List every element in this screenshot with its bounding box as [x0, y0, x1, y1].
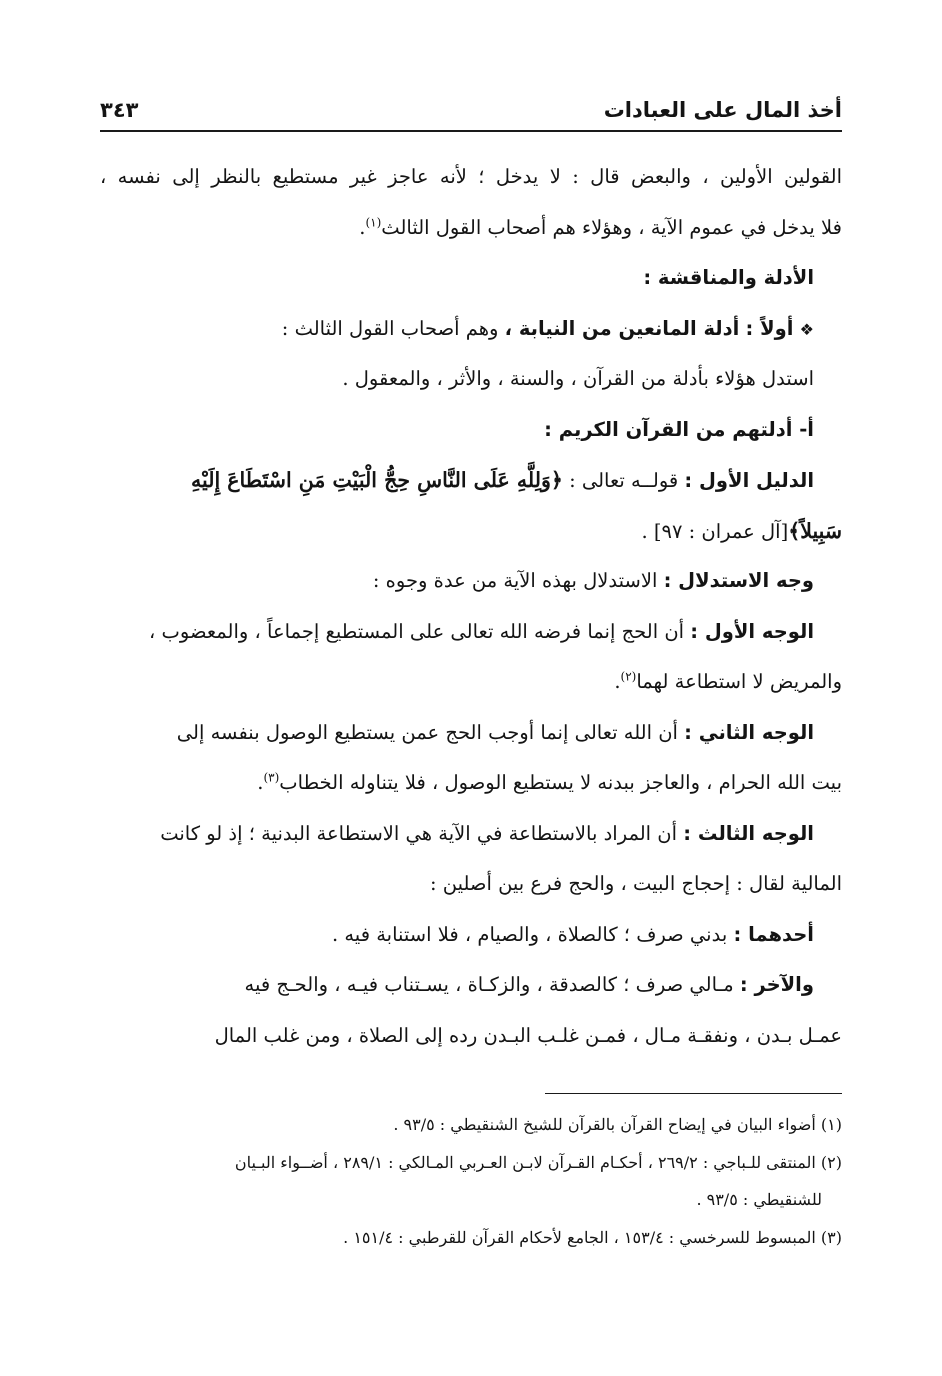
paragraph-line: أحدهما : بدني صرف ؛ كالصلاة ، والصيام ، فلا استنابة فيه .	[331, 922, 814, 946]
evidence-line	[100, 506, 842, 557]
paragraph-line: عمـل بـدن ، ونفقـة مـال ، فمـن غلـب البـدن رده إلى الصلاة ، ومن غلب المال	[214, 1023, 842, 1047]
footnote: (٣) المبسوط للسرخسي : ١٥٣/٤ ، الجامع لأحكام القرآن للقرطبي : ١٥١/٤ .	[343, 1227, 842, 1247]
paragraph-line: بيت الله الحرام ، والعاجز ببدنه لا يستطيع الوصول ، فلا يتناوله الخطاب$^{(٣)}$.	[257, 770, 842, 794]
footnote-divider	[545, 1093, 842, 1094]
quran-verse: ﴿وَلِلَّهِ عَلَى النَّاسِ حِجُّ الْبَيْتِ مَنِ اسْتَطَاعَ إِلَيْهِ	[191, 468, 563, 492]
diamond-bullet-icon: ❖	[799, 319, 814, 339]
running-header	[100, 86, 842, 132]
paragraph-line: فلا يدخل في عموم الآية ، وهؤلاء هم أصحاب القول الثالث$^{(١)}$.	[359, 215, 842, 239]
paragraph-line: الوجه الأول : أن الحج إنما فرضه الله تعالى على المستطيع إجماعاً ، والمعضوب ،	[149, 619, 814, 643]
paragraph-line: المالية لقال : إحجاج البيت ، والحج فرع بين أصلين :	[429, 872, 842, 895]
footnote-ref: (٢)	[620, 669, 637, 684]
footnote: (٢) المنتقى للـباجي : ٢٦٩/٢ ، أحكـام القـرآن لابـن العـربي المـالكي : ٢٨٩/١ ، أضــواء البـيان	[234, 1152, 842, 1172]
footnote-continuation: للشنقيطي : ٩٣/٥ .	[696, 1190, 822, 1209]
main-text	[100, 152, 842, 1061]
section-heading: الأدلة والمناقشة :	[643, 266, 814, 289]
footnote-ref: (٣)	[263, 770, 280, 785]
paragraph-line: الوجه الثالث : أن المراد بالاستطاعة في الآية هي الاستطاعة البدنية ؛ إذ لو كانت	[160, 821, 814, 845]
header-title: أخذ المال على العبادات	[603, 98, 842, 122]
section-heading: أ- أدلتهم من القرآن الكريم :	[544, 417, 814, 441]
evidence-label: الدليل الأول :	[684, 469, 814, 492]
paragraph-line: والمريض لا استطاعة لهما$^{(٢)}$.	[614, 669, 842, 693]
evidence-line: الدليل الأول : قولــه تعالى : ﴿وَلِلَّهِ عَلَى النَّاسِ حِجُّ الْبَيْتِ مَنِ اسْتَطَاعَ إِلَيْهِ	[191, 468, 814, 492]
paragraph-line: الوجه الثاني : أن الله تعالى إنما أوجب الحج عمن يستطيع الوصول بنفسه إلى	[176, 720, 814, 744]
paragraph-line: والآخر : مـالي صرف ؛ كالصدقة ، والزكـاة ، يسـتناب فيـه ، والحـج فيه	[244, 973, 814, 996]
footnotes	[100, 1106, 842, 1256]
paragraph-line: استدل هؤلاء بأدلة من القرآن ، والسنة ، والأثر ، والمعقول .	[342, 367, 814, 390]
footnote-ref: (١)	[365, 215, 382, 229]
subsection-heading: ❖ أولاً : أدلة المانعين من النيابة ، وهم أصحاب القول الثالث :	[281, 316, 814, 340]
quran-verse: سَبِيلاً﴾	[788, 518, 842, 543]
paragraph-line: القولين الأولين ، والبعض قال : لا يدخل ؛ لأنه عاجز غير مستطيع بالنظر إلى نفسه ،	[100, 165, 842, 188]
footnote: (١) أضواء البيان في إيضاح القرآن بالقرآن للشيخ الشنقيطي : ٩٣/٥ .	[393, 1115, 842, 1134]
paragraph-line: وجه الاستدلال : الاستدلال بهذه الآية من عدة وجوه :	[372, 569, 814, 592]
verse-citation: [آل عمران : ٩٧] .	[641, 519, 789, 543]
page-number: ٣٤٣	[100, 98, 139, 122]
